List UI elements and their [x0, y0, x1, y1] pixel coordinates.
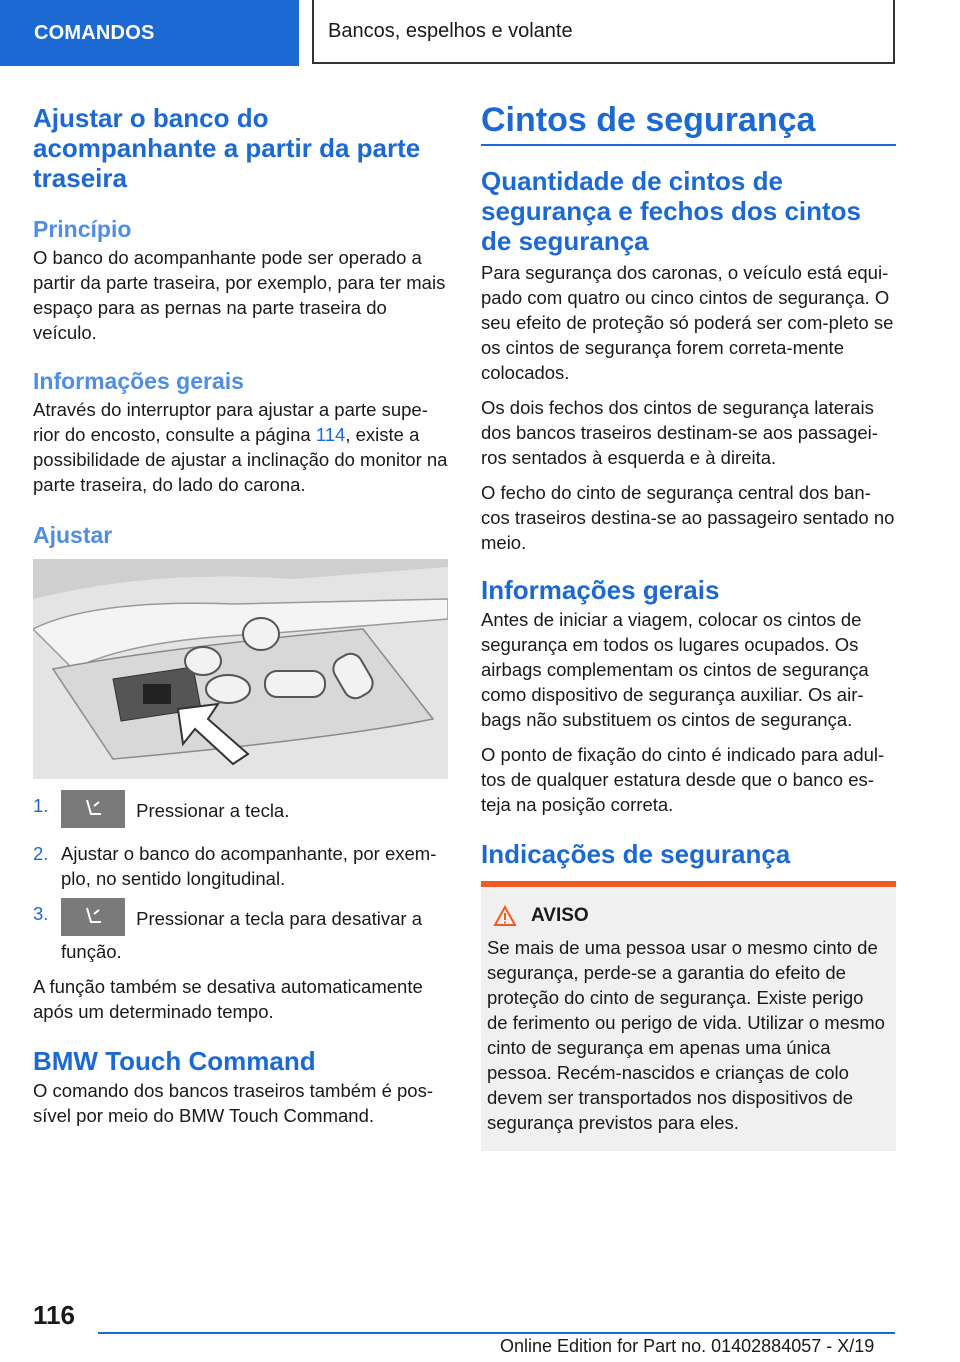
seat-controls-illustration	[33, 559, 448, 779]
principle-text: O banco do acompanhante pode ser operado a partir da parte traseira, por exemplo, para ter mais espaço para as pernas na parte traseira do veículo.	[33, 247, 446, 343]
list-item: 1. Pressionar a tecla.	[33, 793, 448, 831]
general-text-1: Antes de iniciar a viagem, colocar os cintos de segurança em todos os lugares ocupados. Os airbags complementam os cintos de segurança como dispositivo de segurança auxiliar. Os air-bags não substituem os cintos de segurança.	[481, 609, 869, 730]
quantity-text-3: O fecho do cinto de segurança central dos ban-cos traseiros destina-se ao passageiro sentado no meio.	[481, 482, 895, 553]
quantity-text-1: Para segurança dos caronas, o veículo está equi-pado com quatro ou cinco cintos de segurança. O seu efeito de proteção só poderá ser com-pleto se os cintos de segurança forem correta-mente colocados.	[481, 262, 894, 383]
warning-title: AVISO	[531, 905, 589, 926]
general-info-text: Através do interruptor para ajustar a parte supe-rior do encosto, consulte a página 114, existe a possibilidade de ajustar a inclinação do monitor na parte traseira, do lado do carona.	[33, 399, 448, 495]
principle-heading: Princípio	[33, 216, 132, 242]
right-column	[481, 100, 896, 1151]
seat-key-icon	[61, 898, 125, 936]
warning-triangle-icon	[493, 905, 517, 927]
adjust-heading: Ajustar	[33, 522, 113, 548]
seatbelts-title: Cintos de segurança	[481, 101, 816, 139]
quantity-heading: Quantidade de cintos de segurança e fechos dos cintos de segurança	[481, 166, 862, 256]
list-item: 2. Ajustar o banco do acompanhante, por exem-plo, no sentido longitudinal.	[33, 843, 437, 889]
title-divider	[481, 144, 896, 146]
touch-command-text: O comando dos bancos traseiros também é pos-sível por meio do BMW Touch Command.	[33, 1080, 433, 1126]
left-column	[33, 103, 448, 1138]
section-title-rear-adjust: Ajustar o banco do acompanhante a partir da parte traseira	[33, 103, 421, 193]
footer-divider	[98, 1332, 895, 1334]
chapter-tab: COMANDOS	[0, 0, 299, 66]
quantity-text-2: Os dois fechos dos cintos de segurança laterais dos bancos traseiros destinam-se aos passagei-ros sentados à esquerda e à direita.	[481, 397, 878, 468]
touch-command-heading: BMW Touch Command	[33, 1046, 316, 1076]
page-number: 116	[33, 1300, 75, 1330]
list-item: 3. Pressionar a tecla para desativar a função.	[33, 901, 448, 964]
general-heading-right: Informações gerais	[481, 575, 720, 605]
edition-footer: Online Edition for Part no. 01402884057 - X/19	[500, 1336, 875, 1356]
warning-text: Se mais de uma pessoa usar o mesmo cinto de segurança, perde-se a garantia do efeito de proteção do cinto de segurança. Existe perigo de ferimento ou perigo de vida. Utilizar o mesmo cinto de segurança em apenas uma única pessoa. Recém-nascidos e crianças de colo devem ser transportados nos dispositivos de segurança previstos para eles.	[487, 937, 885, 1133]
auto-deactivate-text: A função também se desativa automaticamente após um determinado tempo.	[33, 976, 423, 1022]
general-text-2: O ponto de fixação do cinto é indicado para adul-tos de qualquer estatura desde que o banco es-teja na posição correta.	[481, 744, 885, 815]
seat-key-icon	[61, 790, 125, 828]
section-tab: Bancos, espelhos e volante	[312, 0, 895, 64]
safety-heading: Indicações de segurança	[481, 839, 791, 869]
page-link[interactable]: 114	[315, 424, 346, 445]
general-info-heading: Informações gerais	[33, 368, 244, 394]
warning-box	[481, 881, 896, 1151]
steps-list	[33, 793, 448, 964]
